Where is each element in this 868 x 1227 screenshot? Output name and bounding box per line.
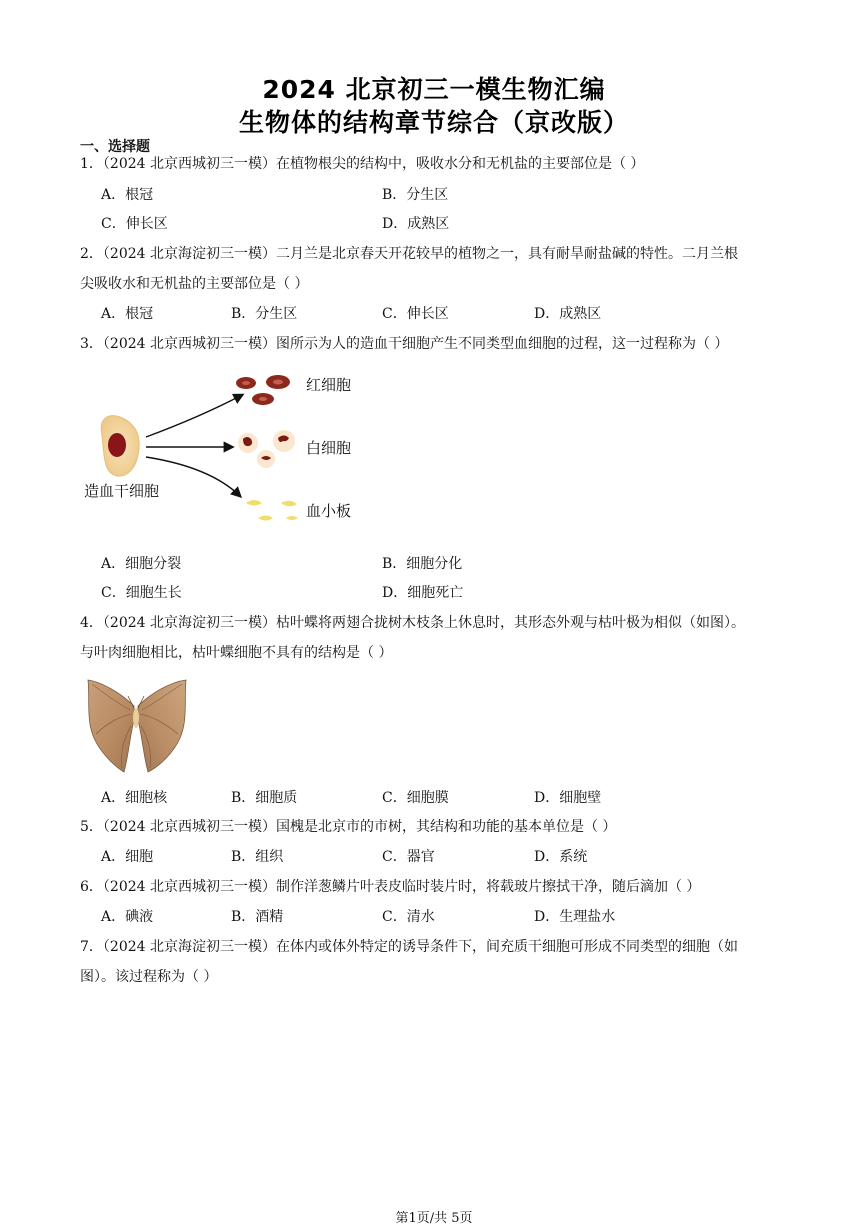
question-5-text: 5．（2024 北京西城初三一模）国槐是北京市的市树，其结构和功能的基本单位是（ ） xyxy=(80,819,617,835)
question-1-option-d: D．成熟区 xyxy=(382,216,450,232)
question-6-text: 6．（2024 北京西城初三一模）制作洋葱鳞片叶表皮临时装片时，将载玻片擦拭干净，随后滴加（ ） xyxy=(80,879,701,895)
arrow-to-platelets xyxy=(146,457,240,496)
question-5-option-b: B．组织 xyxy=(231,849,284,865)
question-4-text-line1: 4．（2024 北京海淀初三一模）枯叶蝶将两翅合拢树木枝条上休息时，其形态外观与枯叶极为相似（如图）。 xyxy=(80,615,745,631)
question-2-option-b: B．分生区 xyxy=(231,306,298,322)
question-6-option-c: C．清水 xyxy=(382,909,435,925)
question-2-text-line2: 尖吸收水和无机盐的主要部位是（ ） xyxy=(80,276,309,292)
question-2-text-line1: 2．（2024 北京海淀初三一模）二月兰是北京春天开花较早的植物之一，具有耐旱耐盐碱的特性。二月兰根 xyxy=(80,246,738,262)
question-5-option-a: A．细胞 xyxy=(101,849,154,865)
platelets-icon xyxy=(246,500,298,521)
question-4-option-c: C．细胞膜 xyxy=(382,790,449,806)
section-heading: 一、选择题 xyxy=(80,139,150,155)
question-5-option-c: C．器官 xyxy=(382,849,435,865)
stem-cell-icon xyxy=(101,416,139,476)
question-1-option-c: C．伸长区 xyxy=(101,216,168,232)
question-1-option-b: B．分生区 xyxy=(382,187,449,203)
question-2-option-a: A．根冠 xyxy=(101,306,154,322)
page-footer: 第1页/共 5页 xyxy=(395,1211,473,1226)
white-blood-cell-label: 白细胞 xyxy=(306,439,352,457)
white-blood-cells-icon xyxy=(238,430,295,468)
question-3-text: 3．（2024 北京西城初三一模）图所示为人的造血干细胞产生不同类型血细胞的过程，这一过程称为（ ） xyxy=(80,336,729,352)
question-6-option-a: A．碘液 xyxy=(101,909,154,925)
question-3-option-d: D．细胞死亡 xyxy=(382,585,464,601)
question-4-text-line2: 与叶肉细胞相比，枯叶蝶细胞不具有的结构是（ ） xyxy=(80,645,393,661)
question-3-option-b: B．细胞分化 xyxy=(382,556,463,572)
red-blood-cell-label: 红细胞 xyxy=(306,376,352,394)
question-2-option-d: D．成熟区 xyxy=(534,306,602,322)
question-1-text: 1．（2024 北京西城初三一模）在植物根尖的结构中，吸收水分和无机盐的主要部位是（ ） xyxy=(80,156,645,172)
platelet-label: 血小板 xyxy=(306,502,352,520)
question-3-option-c: C．细胞生长 xyxy=(101,585,182,601)
leaf-butterfly-image xyxy=(84,676,190,774)
question-7-text-line2: 图）。该过程称为（ ） xyxy=(80,969,218,985)
arrow-to-red-cells xyxy=(146,395,242,437)
question-6-option-b: B．酒精 xyxy=(231,909,284,925)
question-6-option-d: D．生理盐水 xyxy=(534,909,616,925)
question-7-text-line1: 7．（2024 北京海淀初三一模）在体内或体外特定的诱导条件下，间充质干细胞可形成不同类型的细胞（如 xyxy=(80,939,738,955)
question-3-option-a: A．细胞分裂 xyxy=(101,556,182,572)
document-title-line2: 生物体的结构章节综合（京改版） xyxy=(238,108,629,137)
blood-cell-differentiation-figure xyxy=(80,365,380,535)
question-1-option-a: A．根冠 xyxy=(101,187,154,203)
stem-cell-label: 造血干细胞 xyxy=(84,482,160,500)
question-4-option-b: B．细胞质 xyxy=(231,790,298,806)
question-5-option-d: D．系统 xyxy=(534,849,588,865)
question-4-option-a: A．细胞核 xyxy=(101,790,168,806)
question-4-option-d: D．细胞壁 xyxy=(534,790,602,806)
question-2-option-c: C．伸长区 xyxy=(382,306,449,322)
document-title-line1: 2024 北京初三一模生物汇编 xyxy=(262,75,606,104)
red-blood-cells-icon xyxy=(236,375,290,405)
